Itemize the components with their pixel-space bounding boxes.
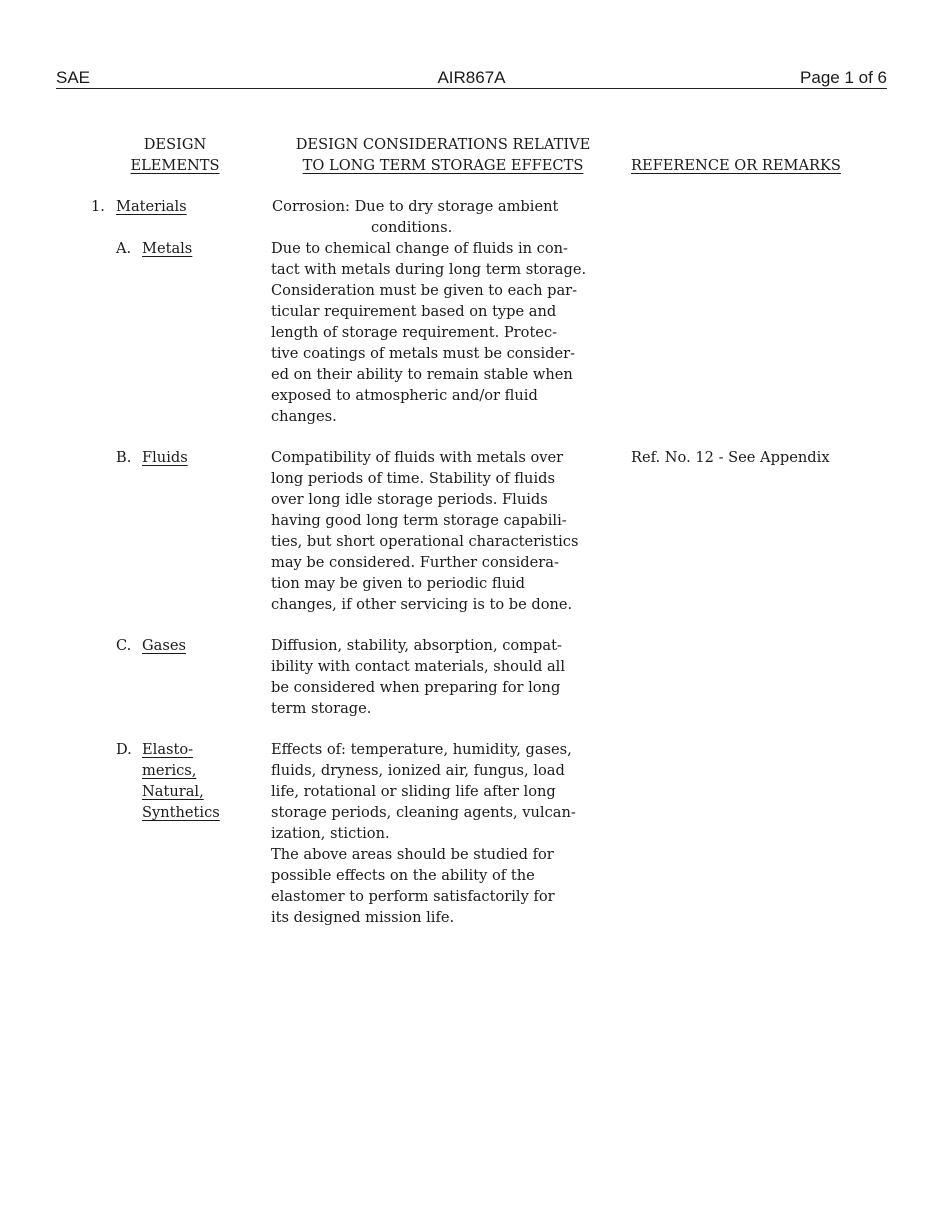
text-line: having good long term storage capabili- bbox=[271, 512, 567, 529]
header-org: SAE bbox=[56, 68, 91, 87]
text-line: tact with metals during long term storage. bbox=[271, 261, 587, 278]
text-line: long periods of time. Stability of fluids bbox=[271, 470, 555, 487]
text-line: Compatibility of fluids with metals over bbox=[271, 449, 564, 466]
text-line: length of storage requirement. Protec- bbox=[271, 324, 558, 341]
section-metals-label: Metals bbox=[142, 240, 193, 257]
column-heading-line: TO LONG TERM STORAGE EFFECTS bbox=[302, 157, 584, 174]
text-line: fluids, dryness, ionized air, fungus, load bbox=[271, 762, 565, 779]
text-line: life, rotational or sliding life after long bbox=[271, 783, 556, 800]
text-line: tive coatings of metals must be consider- bbox=[271, 345, 576, 362]
text-line: The above areas should be studied for bbox=[271, 846, 554, 863]
text-line: exposed to atmospheric and/or fluid bbox=[271, 387, 538, 404]
column-heading-line: DESIGN CONSIDERATIONS RELATIVE bbox=[295, 136, 591, 153]
label-line: Synthetics bbox=[142, 804, 220, 821]
text-line: Consideration must be given to each par- bbox=[271, 282, 578, 299]
section-fluids-label: Fluids bbox=[142, 449, 188, 466]
text-line: ticular requirement based on type and bbox=[271, 303, 557, 320]
text-line: storage periods, cleaning agents, vulcan- bbox=[271, 804, 576, 821]
label-line: Natural, bbox=[142, 783, 204, 800]
section-fluids-letter: B. bbox=[116, 449, 132, 466]
column-heading-remarks: REFERENCE OR REMARKS bbox=[631, 157, 841, 174]
section-elastomerics-label bbox=[142, 739, 220, 823]
text-line: over long idle storage periods. Fluids bbox=[271, 491, 548, 508]
text-line: term storage. bbox=[271, 700, 372, 717]
section-materials-number: 1. bbox=[91, 198, 105, 215]
text-line: may be considered. Further considera- bbox=[271, 554, 559, 571]
section-elastomerics-text bbox=[271, 739, 576, 928]
text-line: ties, but short operational characteristics bbox=[271, 533, 579, 550]
header-page-number: Page 1 of 6 bbox=[800, 68, 887, 87]
column-heading-line: DESIGN bbox=[143, 136, 207, 153]
label-line: merics, bbox=[142, 762, 197, 779]
text-line: its designed mission life. bbox=[271, 909, 455, 926]
section-gases-label: Gases bbox=[142, 637, 186, 654]
text-line: be considered when preparing for long bbox=[271, 679, 561, 696]
section-elastomerics-letter: D. bbox=[116, 741, 132, 758]
text-line: elastomer to perform satisfactorily for bbox=[271, 888, 555, 905]
text-line: Diffusion, stability, absorption, compat- bbox=[271, 637, 562, 654]
header-doc-number: AIR867A bbox=[437, 68, 506, 87]
column-heading-line: ELEMENTS bbox=[130, 157, 220, 174]
section-materials-text bbox=[272, 196, 558, 238]
page-header bbox=[56, 68, 887, 89]
section-fluids-remark: Ref. No. 12 - See Appendix bbox=[631, 449, 830, 466]
text-line: conditions. bbox=[371, 219, 453, 236]
text-line: ization, stiction. bbox=[271, 825, 390, 842]
text-line: tion may be given to periodic fluid bbox=[271, 575, 525, 592]
text-line: ibility with contact materials, should all bbox=[271, 658, 565, 675]
section-fluids-text bbox=[271, 447, 578, 615]
text-line: changes, if other servicing is to be done. bbox=[271, 596, 573, 613]
label-line: Elasto- bbox=[142, 741, 194, 758]
text-line: Corrosion: Due to dry storage ambient bbox=[272, 198, 559, 215]
section-gases-letter: C. bbox=[116, 637, 132, 654]
section-gases-text bbox=[271, 635, 565, 719]
column-heading-design-elements bbox=[115, 134, 235, 176]
column-heading-considerations bbox=[272, 134, 614, 176]
section-metals-text bbox=[271, 238, 586, 427]
text-line: ed on their ability to remain stable when bbox=[271, 366, 573, 383]
text-line: Due to chemical change of fluids in con- bbox=[271, 240, 568, 257]
text-line: changes. bbox=[271, 408, 337, 425]
section-metals-letter: A. bbox=[116, 240, 132, 257]
section-materials-label: Materials bbox=[116, 198, 187, 215]
text-line: possible effects on the ability of the bbox=[271, 867, 535, 884]
text-line: Effects of: temperature, humidity, gases, bbox=[271, 741, 572, 758]
